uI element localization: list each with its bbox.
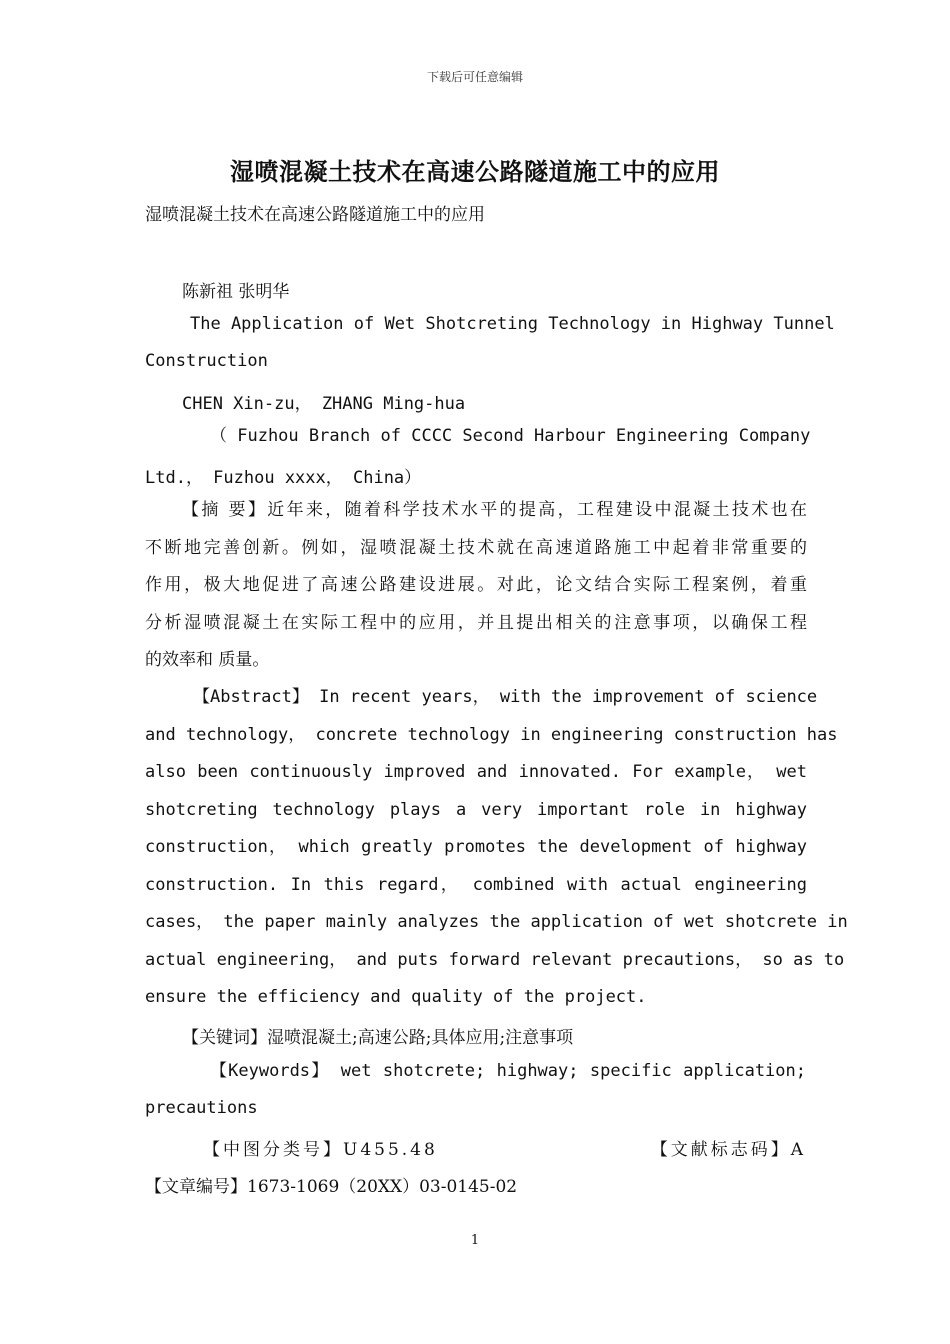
document-title: 湿喷混凝土技术在高速公路隧道施工中的应用 (230, 157, 720, 186)
authors-english: CHEN Xin-zu， ZHANG Ming-hua (182, 394, 466, 414)
keywords-english-line1: 【Keywords】 wet shotcrete; highway; specific application; (210, 1061, 806, 1081)
abstract-en-line: construction. In this regard， combined with actual engineering (145, 874, 807, 895)
affiliation-line1: （ Fuzhou Branch of CCCC Second Harbour Engineering Company (210, 426, 811, 446)
abstract-en-line: actual engineering， and puts forward relevant precautions， so as to (145, 949, 845, 970)
abstract-cn-line: 不断地完善创新。例如，湿喷混凝土技术就在高速道路施工中起着非常重要的 (145, 537, 807, 558)
article-number: 【文章编号】1673-1069（20XX）03-0145-02 (145, 1177, 518, 1197)
page-number: 1 (470, 1233, 480, 1248)
abstract-en-line: also been continuously improved and innovated. For example， wet (145, 762, 807, 782)
abstract-cn-line: 的效率和 质量。 (145, 650, 270, 670)
abstract-en-line: ensure the efficiency and quality of the project. (145, 987, 647, 1007)
english-title-line1: The Application of Wet Shotcreting Technology in Highway Tunnel (190, 314, 835, 334)
english-title-line2: Construction (145, 351, 268, 371)
abstract-en-line: 【Abstract】 In recent years， with the improvement of science (193, 687, 818, 707)
authors-chinese: 陈新祖 张明华 (182, 282, 290, 302)
abstract-cn-line: 作用，极大地促进了高速公路建设进展。对此，论文结合实际工程案例，着重 (145, 575, 807, 595)
document-code: 【文献标志码】A (650, 1140, 806, 1160)
abstract-cn-line: 【摘 要】近年来，随着科学技术水平的提高，工程建设中混凝土技术也在 (182, 500, 807, 520)
document-subtitle: 湿喷混凝土技术在高速公路隧道施工中的应用 (145, 205, 485, 225)
affiliation-line2: Ltd.， Fuzhou xxxx， China） (145, 468, 422, 488)
page-header-note: 下载后可任意编辑 (426, 70, 523, 84)
keywords-chinese: 【关键词】湿喷混凝土;高速公路;具体应用;注意事项 (182, 1028, 574, 1048)
abstract-en-line: construction， which greatly promotes the development of highway (145, 837, 807, 857)
abstract-cn-line: 分析湿喷混凝土在实际工程中的应用，并且提出相关的注意事项，以确保工程 (145, 612, 807, 633)
abstract-en-line: shotcreting technology plays a very important role in highway (145, 799, 807, 820)
abstract-english (145, 679, 848, 1017)
clc-number: 【中图分类号】U455.48 (203, 1140, 438, 1160)
abstract-en-line: and technology， concrete technology in engineering construction has (145, 724, 838, 745)
abstract-chinese (145, 492, 807, 680)
abstract-en-line: cases， the paper mainly analyzes the application of wet shotcrete in (145, 912, 848, 932)
keywords-english-line2: precautions (145, 1098, 258, 1118)
